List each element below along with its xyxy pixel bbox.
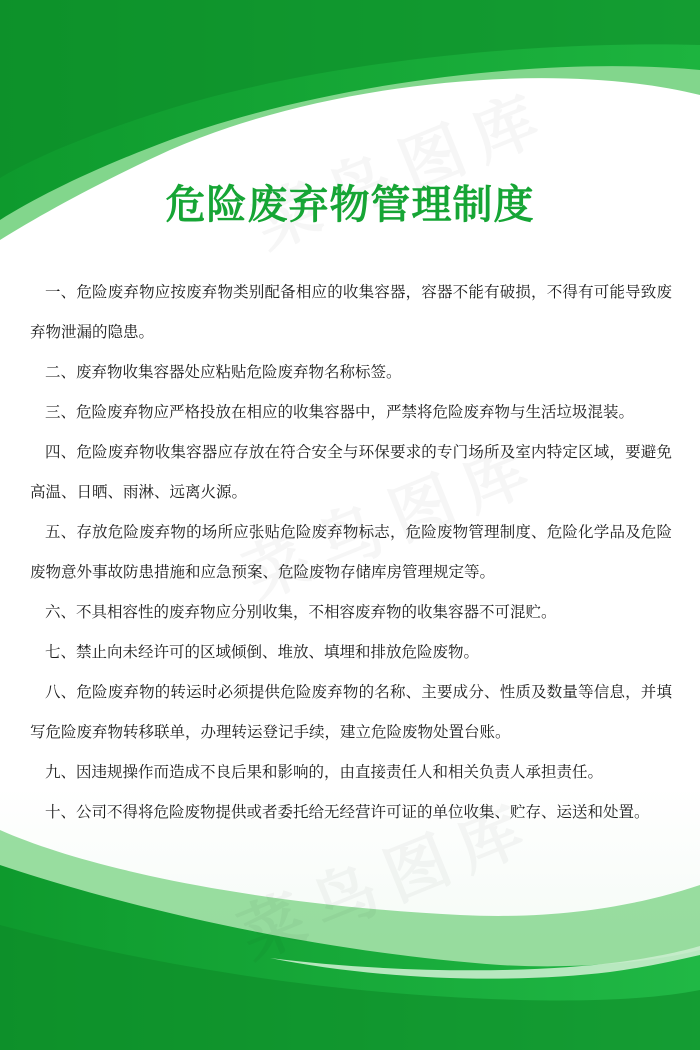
rule-8: 八、危险废弃物的转运时必须提供危险废弃物的名称、主要成分、性质及数量等信息，并填写危险废弃物转移联单，办理转运登记手续，建立危险废物处置台账。 (30, 683, 672, 741)
rule-2: 二、废弃物收集容器处应粘贴危险废弃物名称标签。 (45, 363, 402, 381)
rule-9: 九、因违规操作而造成不良后果和影响的，由直接责任人和相关负责人承担责任。 (45, 763, 604, 781)
rules-list (30, 272, 672, 832)
rule-3: 三、危险废弃物应严格投放在相应的收集容器中，严禁将危险废弃物与生活垃圾混装。 (45, 403, 635, 421)
rule-4: 四、危险废弃物收集容器应存放在符合安全与环保要求的专门场所及室内特定区域，要避免高温、日晒、雨淋、远离火源。 (30, 443, 672, 501)
rule-10: 十、公司不得将危险废物提供或者委托给无经营许可证的单位收集、贮存、运送和处置。 (45, 803, 650, 821)
rule-6: 六、不具相容性的废弃物应分别收集，不相容废弃物的收集容器不可混贮。 (45, 603, 557, 621)
rule-5: 五、存放危险废弃物的场所应张贴危险废弃物标志，危险废物管理制度、危险化学品及危险废物意外事故防患措施和应急预案、危险废物存储库房管理规定等。 (30, 523, 672, 581)
rule-1: 一、危险废弃物应按废弃物类别配备相应的收集容器，容器不能有破损，不得有可能导致废弃物泄漏的隐患。 (30, 283, 672, 341)
rule-7: 七、禁止向未经许可的区域倾倒、堆放、填埋和排放危险废物。 (45, 643, 480, 661)
page-title: 危险废弃物管理制度 (165, 182, 535, 228)
